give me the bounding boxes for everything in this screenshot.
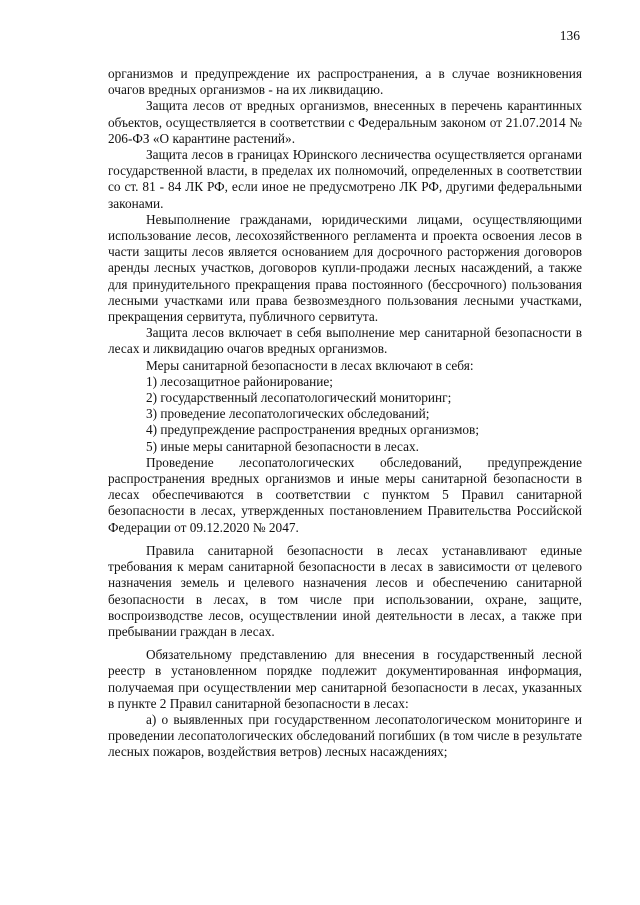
page-number: 136: [559, 28, 580, 43]
list-item: 4) предупреждение распространения вредных организмов;: [146, 422, 480, 438]
list-item: 2) государственный лесопатологический мониторинг;: [146, 390, 452, 406]
paragraph-quarantine: Защита лесов от вредных организмов, внесенных в перечень карантинных объектов, осуществляется в соответствии с Федеральным законом от 21.07.2014 № 206-ФЗ «О карантине растений».: [108, 98, 582, 146]
document-body: [108, 66, 582, 761]
paragraph-rules-description: Правила санитарной безопасности в лесах устанавливают единые требования к мерам санитарной безопасности в лесах в зависимости от целевого назначения земель и целевого назначения лесов и обеспечению санитарной безопасности в лесах, в том числе при использовании, охране, защите, воспроизводстве лесов, осуществлении иной деятельности в лесах, а также при пребывании граждан в лесах.: [108, 542, 582, 639]
paragraph-registry: Обязательному представлению для внесения в государственный лесной реестр в установленном порядке подлежит документированная информация, получаемая при осуществлении мер санитарной безопасности в лесах, указанных в пункте 2 Правил санитарной безопасности в лесах:: [108, 647, 582, 711]
paragraph-protection-scope: Защита лесов включает в себя выполнение мер санитарной безопасности в лесах и ликвидацию очагов вредных организмов.: [108, 325, 582, 357]
list-item: 3) проведение лесопатологических обследований;: [146, 406, 430, 422]
paragraph-continuation: организмов и предупреждение их распространения, а в случае возникновения очагов вредных организмов - на их ликвидацию.: [108, 66, 582, 98]
paragraph-rules-reference: Проведение лесопатологических обследований, предупреждение распространения вредных организмов и иные меры санитарной безопасности в лесах обеспечиваются в соответствии с пунктом 5 Правил санитарной безопасности в лесах, утвержденных постановлением Правительства Российской Федерации от 09.12.2020 № 2047.: [108, 454, 582, 535]
paragraph-noncompliance: Невыполнение гражданами, юридическими лицами, осуществляющими использование лесов, лесохозяйственного регламента и проекта освоения лесов в части защиты лесов является основанием для досрочного расторжения договоров аренды лесных участков, договоров купли-продажи лесных насаждений, а также для принудительного прекращения права постоянного (бессрочного) пользования лесными участками или права безвозмездного пользования лесными участками, прекращения сервитута, публичного сервитута.: [108, 211, 582, 325]
paragraph-authority: Защита лесов в границах Юринского лесничества осуществляется органами государственной власти, в пределах их полномочий, определенных в соответствии со ст. 81 - 84 ЛК РФ, если иное не предусмотрено ЛК РФ, другими федеральными законами.: [108, 147, 582, 211]
list-item: 1) лесозащитное районирование;: [146, 373, 333, 389]
list-item: 5) иные меры санитарной безопасности в лесах.: [146, 438, 419, 454]
sub-item-a: а) о выявленных при государственном лесопатологическом мониторинге и проведении лесопатологических обследований погибших (в том числе в результате лесных пожаров, воздействия ветров) лесных насаждениях;: [108, 711, 582, 760]
paragraph-measures-intro: Меры санитарной безопасности в лесах включают в себя:: [146, 357, 474, 373]
